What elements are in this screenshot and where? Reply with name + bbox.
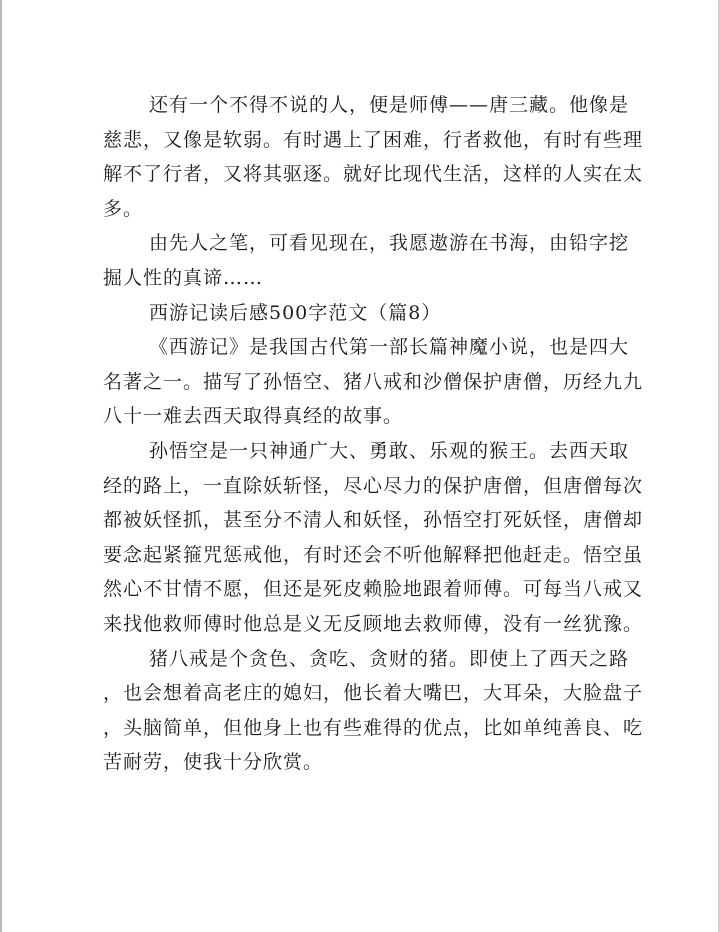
document-body xyxy=(103,88,644,780)
text-line: 由先人之笔，可看见现在，我愿遨游在书海，由铅字挖 xyxy=(149,232,630,255)
section-heading: 西游记读后感500字范文（篇8） xyxy=(149,301,442,324)
text-line: 慈悲，又像是软弱。有时遇上了困难，行者救他，有时有些理 xyxy=(103,128,644,151)
text-line: 名著之一。描写了孙悟空、猪八戒和沙僧保护唐僧，历经九九 xyxy=(103,370,644,393)
text-line: 经的路上，一直除妖斩怪，尽心尽力的保护唐僧，但唐僧每次 xyxy=(103,474,644,497)
text-line: 来找他救师傅时他总是义无反顾地去救师傅，没有一丝犹豫。 xyxy=(103,612,644,635)
text-line: 要念起紧箍咒惩戒他，有时还会不听他解释把他赶走。悟空虽 xyxy=(103,543,644,566)
text-line: 多。 xyxy=(103,197,144,220)
text-line: 掘人性的真谛…… xyxy=(103,266,264,289)
text-line: 八十一难去西天取得真经的故事。 xyxy=(103,405,404,428)
text-line: 《西游记》是我国古代第一部长篇神魔小说，也是四大 xyxy=(149,336,630,359)
text-line: ，也会想着高老庄的媳妇，他长着大嘴巴，大耳朵，大脸盘子 xyxy=(103,682,644,705)
text-line: 解不了行者，又将其驱逐。就好比现代生活，这样的人实在太 xyxy=(103,163,644,186)
text-line: ，头脑简单，但他身上也有些难得的优点，比如单纯善良、吃 xyxy=(103,716,644,739)
text-line: 都被妖怪抓，甚至分不清人和妖怪，孙悟空打死妖怪，唐僧却 xyxy=(103,509,644,532)
text-line: 孙悟空是一只神通广大、勇敢、乐观的猴王。去西天取 xyxy=(149,439,630,462)
text-line: 然心不甘情不愿，但还是死皮赖脸地跟着师傅。可每当八戒又 xyxy=(103,578,644,601)
text-line: 还有一个不得不说的人，便是师傅——唐三藏。他像是 xyxy=(149,94,630,116)
text-line: 苦耐劳，使我十分欣赏。 xyxy=(103,751,324,774)
page-left-edge xyxy=(0,0,2,932)
text-line: 猪八戒是个贪色、贪吃、贪财的猪。即使上了西天之路 xyxy=(149,647,630,670)
